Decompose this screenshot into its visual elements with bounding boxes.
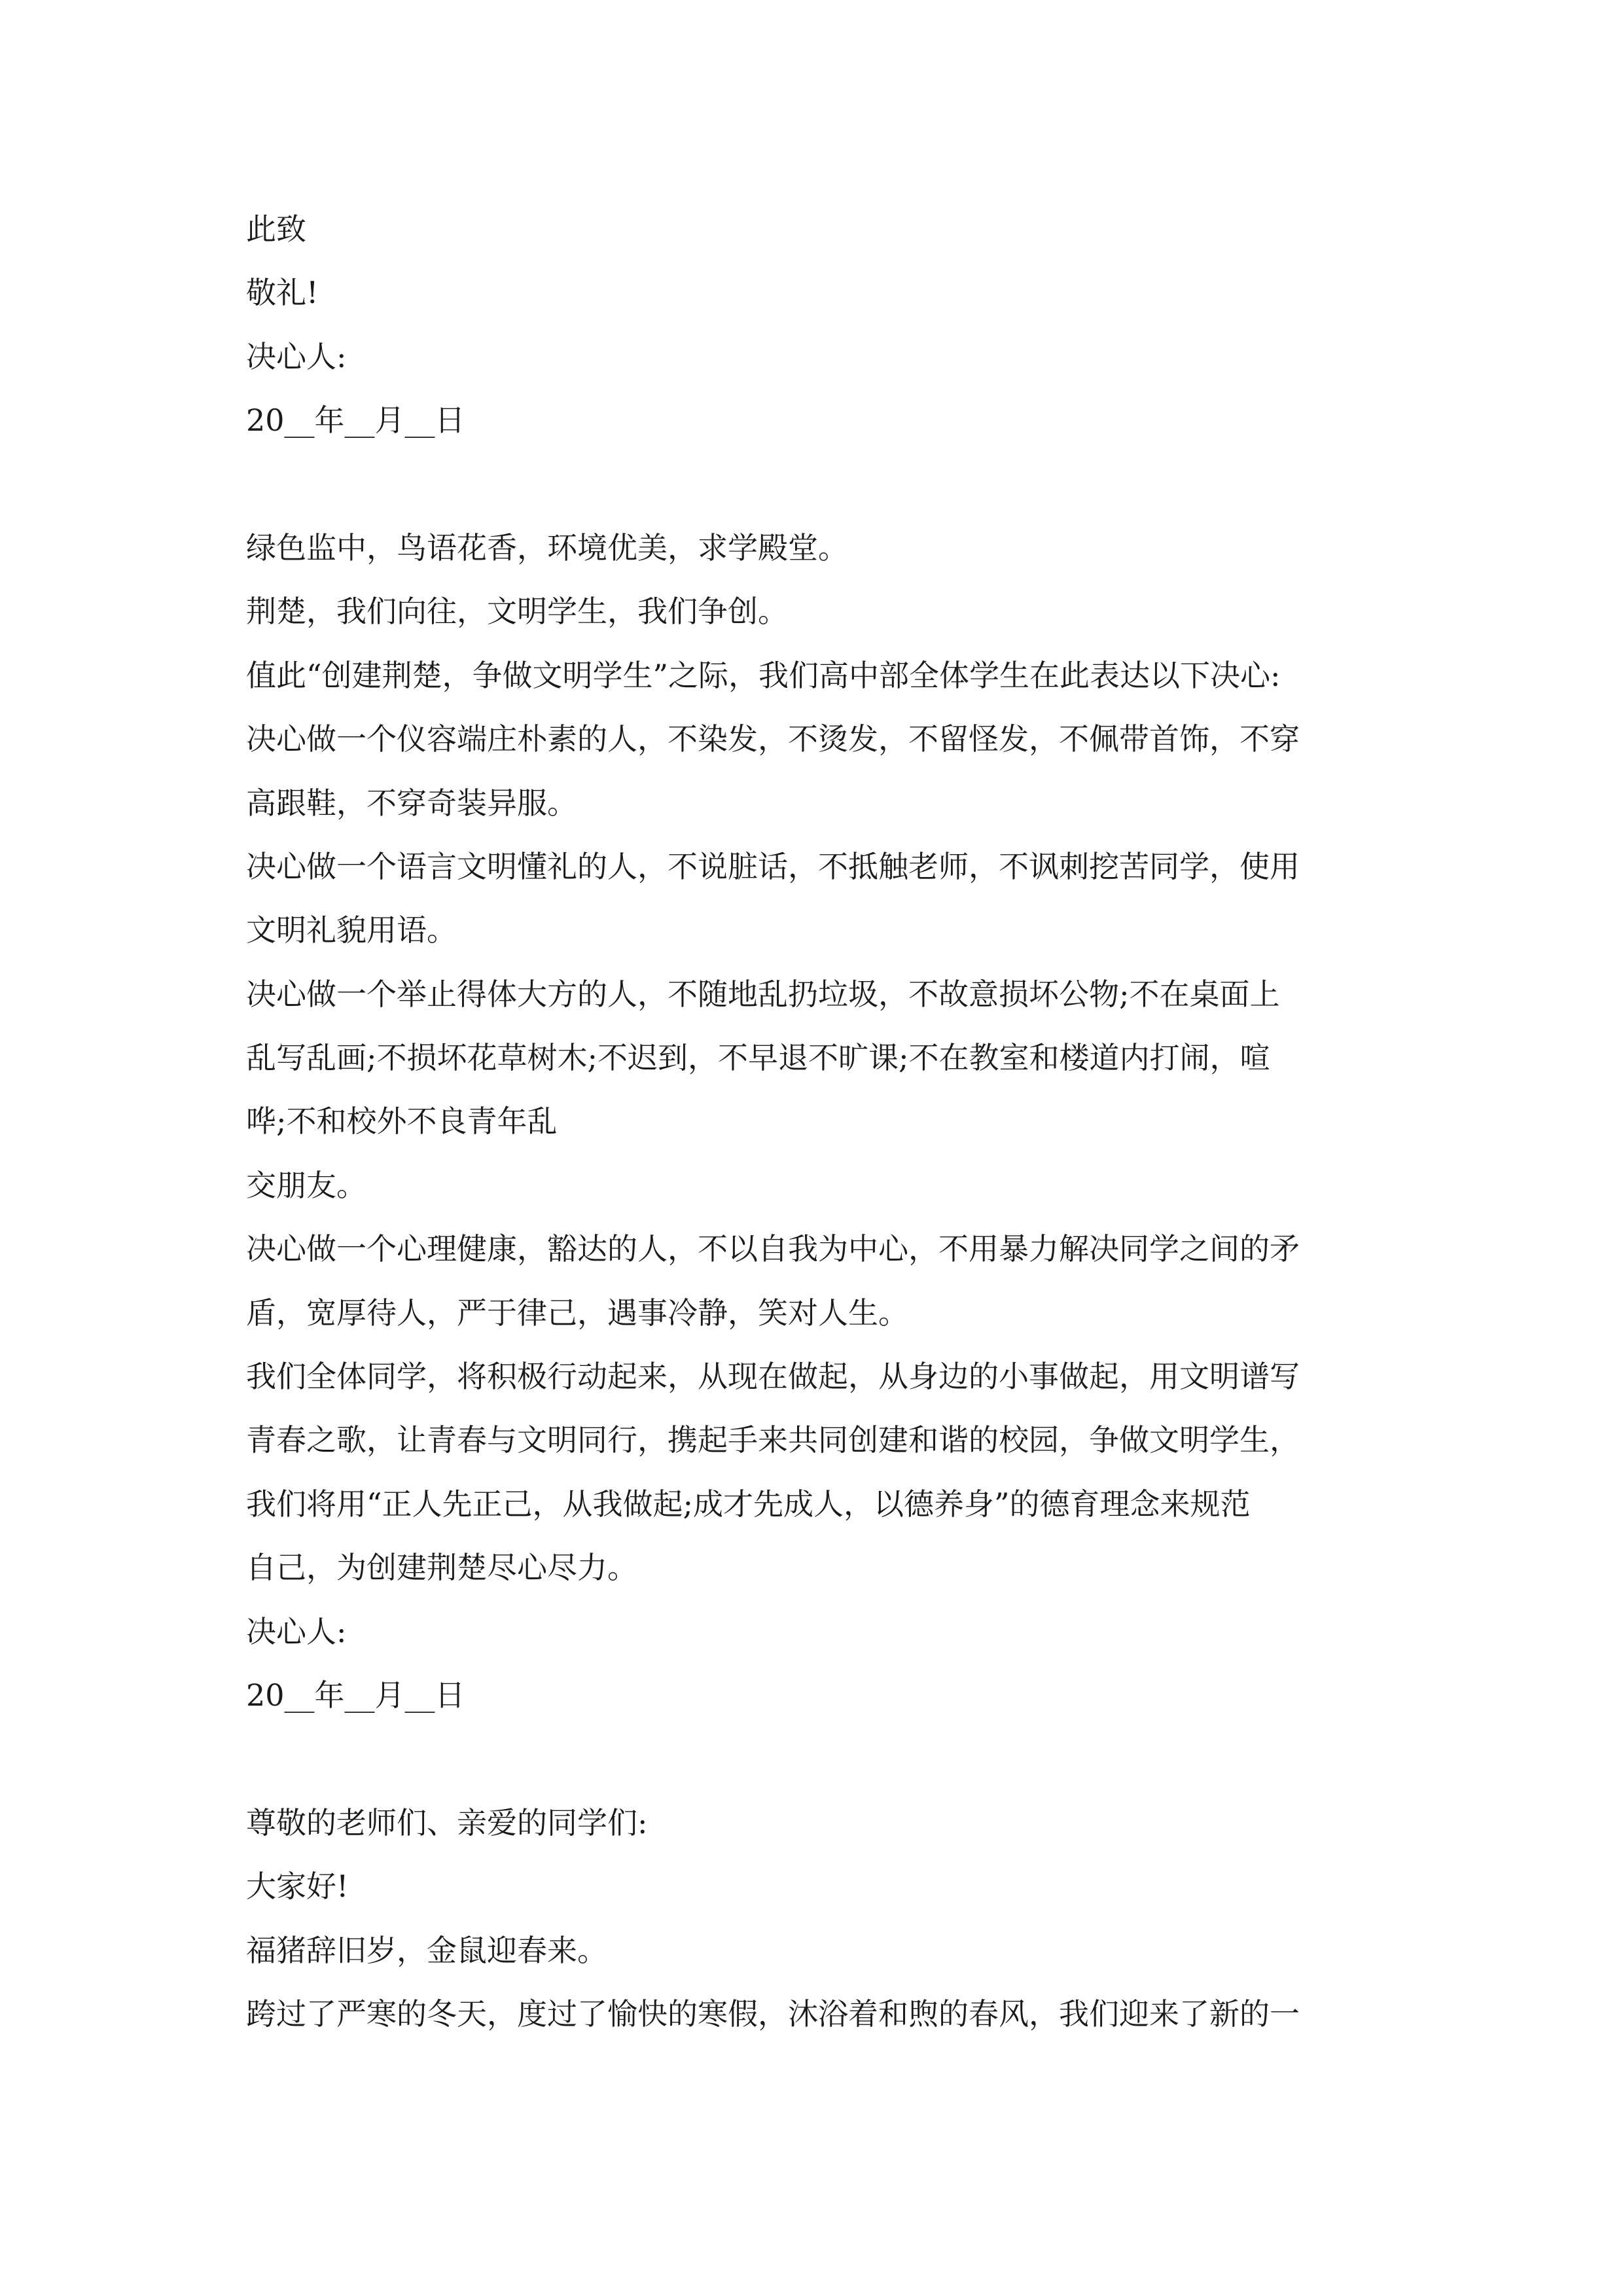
document-body	[246, 198, 1393, 2046]
paragraph-line: 乱写乱画;不损坏花草树木;不迟到，不早退不旷课;不在教室和楼道内打闹，喧	[246, 1040, 1270, 1076]
signature-label: 决心人:	[246, 1613, 347, 1649]
date-line: 20__年__月__日	[246, 403, 465, 439]
paragraph-line: 青春之歌，让青春与文明同行，携起手来共同创建和谐的校园，争做文明学生，	[246, 1422, 1300, 1458]
section-spacer	[246, 1727, 1393, 1791]
paragraph-line: 绿色监中，鸟语花香，环境优美，求学殿堂。	[246, 529, 848, 565]
paragraph-line: 决心做一个举止得体大方的人，不随地乱扔垃圾，不故意损坏公物;不在桌面上	[246, 976, 1280, 1012]
paragraph-line: 交朋友。	[246, 1167, 366, 1203]
paragraph-line: 决心做一个语言文明懂礼的人，不说脏话，不抵触老师，不讽刺挖苦同学，使用	[246, 848, 1300, 884]
section-spacer	[246, 453, 1393, 516]
paragraph-line: 我们全体同学，将积极行动起来，从现在做起，从身边的小事做起，用文明谱写	[246, 1359, 1300, 1395]
paragraph-line: 决心做一个心理健康，豁达的人，不以自我为中心，不用暴力解决同学之间的矛	[246, 1231, 1300, 1267]
paragraph-line: 文明礼貌用语。	[246, 912, 457, 948]
paragraph-line: 决心做一个仪容端庄朴素的人，不染发，不烫发，不留怪发，不佩带首饰，不穿	[246, 721, 1300, 757]
date-line: 20__年__月__日	[246, 1677, 465, 1713]
paragraph-line: 哗;不和校外不良青年乱	[246, 1103, 558, 1139]
paragraph-line: 跨过了严寒的冬天，度过了愉快的寒假，沐浴着和煦的春风，我们迎来了新的一	[246, 1996, 1300, 2032]
signature-label: 决心人:	[246, 338, 347, 374]
paragraph-line: 值此“创建荆楚，争做文明学生”之际，我们高中部全体学生在此表达以下决心:	[246, 657, 1281, 693]
greeting-line: 大家好!	[246, 1869, 349, 1905]
paragraph-line: 福猪辞旧岁，金鼠迎春来。	[246, 1932, 607, 1968]
closing-salutation: 此致	[246, 211, 306, 247]
paragraph-line: 自己，为创建荆楚尽心尽力。	[246, 1550, 637, 1586]
greeting-line: 尊敬的老师们、亲爱的同学们:	[246, 1804, 648, 1840]
paragraph-line: 我们将用“正人先正己，从我做起;成才先成人，以德养身”的德育理念来规范	[246, 1486, 1251, 1522]
paragraph-line: 盾，宽厚待人，严于律己，遇事冷静，笑对人生。	[246, 1295, 908, 1331]
closing-regards: 敬礼!	[246, 275, 319, 311]
paragraph-line: 高跟鞋，不穿奇装异服。	[246, 785, 577, 821]
paragraph-line: 荆楚，我们向往，文明学生，我们争创。	[246, 594, 788, 630]
